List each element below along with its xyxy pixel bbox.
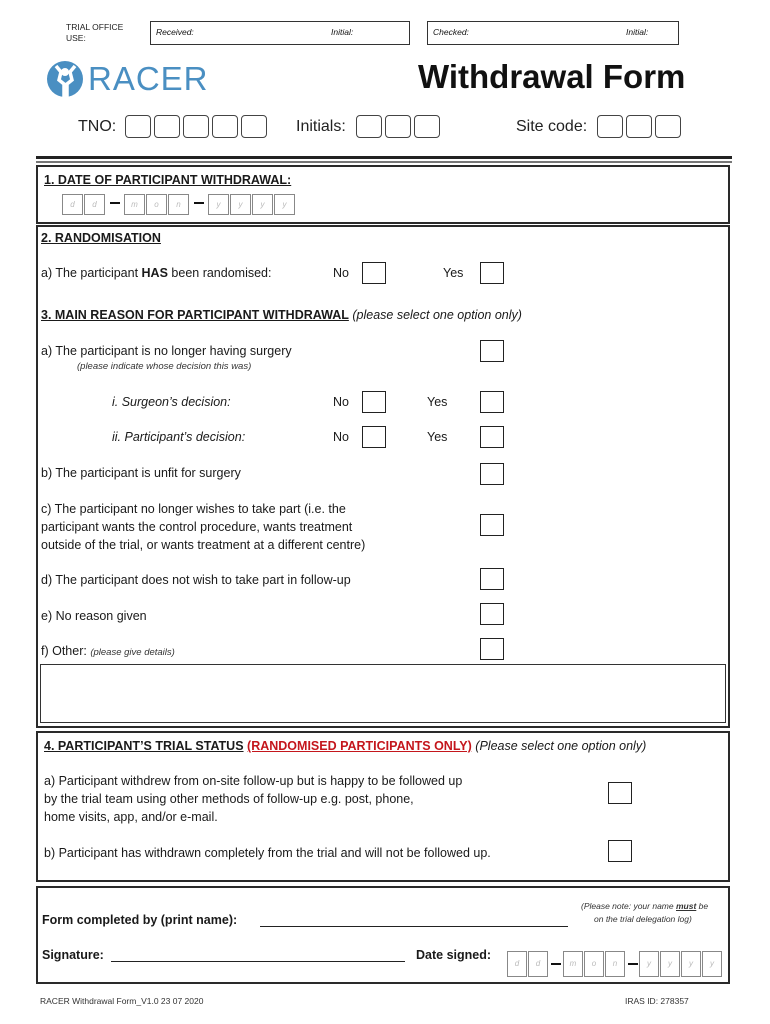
section-2-heading: 2. RANDOMISATION bbox=[41, 231, 161, 245]
surgeon-yes-label: Yes bbox=[427, 395, 448, 409]
randomised-no-label: No bbox=[333, 266, 349, 280]
top-divider bbox=[36, 161, 732, 163]
received-label: Received: bbox=[156, 27, 194, 37]
participant-decision-label: ii. Participant’s decision: bbox=[112, 430, 246, 444]
checked-label: Checked: bbox=[433, 27, 469, 37]
reason-e-checkbox[interactable] bbox=[480, 603, 504, 625]
reason-e-label: e) No reason given bbox=[41, 609, 147, 623]
date-box-day[interactable]: d bbox=[528, 951, 548, 977]
initial-label-1: Initial: bbox=[331, 27, 354, 37]
date-box-year[interactable]: y bbox=[639, 951, 659, 977]
randomised-yes-label: Yes bbox=[443, 266, 464, 280]
logo-text: RACER bbox=[88, 60, 209, 97]
surgeon-yes-checkbox[interactable] bbox=[480, 391, 504, 413]
surgeon-decision-label: i. Surgeon’s decision: bbox=[112, 395, 231, 409]
date-box-month[interactable]: m bbox=[563, 951, 583, 977]
date-box-month[interactable]: o bbox=[146, 194, 167, 215]
date-box-month[interactable]: m bbox=[124, 194, 145, 215]
date-box-year[interactable]: y bbox=[681, 951, 701, 977]
participant-no-checkbox[interactable] bbox=[362, 426, 386, 448]
date-box-day[interactable]: d bbox=[84, 194, 105, 215]
tno-label: TNO: bbox=[78, 118, 117, 135]
tno-box[interactable] bbox=[183, 115, 209, 138]
reason-a-checkbox[interactable] bbox=[480, 340, 504, 362]
section-3-heading: 3. MAIN REASON FOR PARTICIPANT WITHDRAWAL (please select one option only) bbox=[41, 308, 522, 322]
office-checked-box[interactable] bbox=[427, 21, 679, 45]
date-box-year[interactable]: y bbox=[702, 951, 722, 977]
date-separator bbox=[628, 963, 638, 965]
signature-input[interactable] bbox=[111, 958, 405, 962]
initials-box[interactable] bbox=[414, 115, 440, 138]
signature-label: Signature: bbox=[42, 948, 104, 962]
office-received-box[interactable] bbox=[150, 21, 410, 45]
reason-b-label: b) The participant is unfit for surgery bbox=[41, 466, 241, 480]
completed-by-input[interactable] bbox=[260, 923, 568, 927]
reason-b-checkbox[interactable] bbox=[480, 463, 504, 485]
date-box-year[interactable]: y bbox=[274, 194, 295, 215]
racer-logo-icon bbox=[44, 58, 88, 100]
site-code-box[interactable] bbox=[597, 115, 623, 138]
status-a-line-1: a) Participant withdrew from on-site follow-up but is happy to be followed up bbox=[44, 774, 463, 788]
date-separator bbox=[110, 202, 120, 204]
date-box-month[interactable]: n bbox=[605, 951, 625, 977]
delegation-log-note-2: on the trial delegation log) bbox=[594, 914, 692, 924]
date-box-month[interactable]: o bbox=[584, 951, 604, 977]
randomised-yes-checkbox[interactable] bbox=[480, 262, 504, 284]
reason-a-label: a) The participant is no longer having surgery bbox=[41, 344, 292, 358]
reason-a-note: (please indicate whose decision this was) bbox=[77, 361, 252, 372]
reason-c-line-3: outside of the trial, or wants treatment at a different centre) bbox=[41, 538, 366, 552]
date-box-year[interactable]: y bbox=[208, 194, 229, 215]
tno-box[interactable] bbox=[154, 115, 180, 138]
reason-f-label: f) Other: (please give details) bbox=[41, 644, 175, 658]
tno-box[interactable] bbox=[125, 115, 151, 138]
status-b-label: b) Participant has withdrawn completely from the trial and will not be followed up. bbox=[44, 846, 491, 860]
delegation-log-note: (Please note: your name must be bbox=[581, 901, 709, 911]
section-4-heading: 4. PARTICIPANT’S TRIAL STATUS (RANDOMISED PARTICIPANTS ONLY) (Please select one option only) bbox=[44, 739, 647, 753]
date-separator bbox=[551, 963, 561, 965]
status-a-checkbox[interactable] bbox=[608, 782, 632, 804]
section-1-heading: 1. DATE OF PARTICIPANT WITHDRAWAL: bbox=[44, 173, 292, 187]
completed-by-label: Form completed by (print name): bbox=[42, 913, 238, 927]
status-a-line-2: by the trial team using other methods of follow-up e.g. post, phone, bbox=[44, 792, 414, 806]
tno-box[interactable] bbox=[241, 115, 267, 138]
page-title: Withdrawal Form bbox=[418, 58, 686, 95]
footer-version: RACER Withdrawal Form_V1.0 23 07 2020 bbox=[40, 996, 204, 1006]
participant-yes-checkbox[interactable] bbox=[480, 426, 504, 448]
site-code-label: Site code: bbox=[516, 118, 588, 135]
office-use-label: TRIAL OFFICE USE: bbox=[66, 22, 124, 43]
date-signed-label: Date signed: bbox=[416, 948, 492, 962]
reason-c-line-1: c) The participant no longer wishes to take part (i.e. the bbox=[41, 502, 346, 516]
status-b-checkbox[interactable] bbox=[608, 840, 632, 862]
status-a-line-3: home visits, app, and/or e-mail. bbox=[44, 810, 218, 824]
initials-label: Initials: bbox=[296, 118, 346, 135]
reason-d-label: d) The participant does not wish to take part in follow-up bbox=[41, 573, 351, 587]
surgeon-no-checkbox[interactable] bbox=[362, 391, 386, 413]
randomised-no-checkbox[interactable] bbox=[362, 262, 386, 284]
date-box-year[interactable]: y bbox=[660, 951, 680, 977]
date-box-year[interactable]: y bbox=[252, 194, 273, 215]
other-details-textarea[interactable] bbox=[40, 664, 726, 723]
date-box-month[interactable]: n bbox=[168, 194, 189, 215]
reason-c-checkbox[interactable] bbox=[480, 514, 504, 536]
participant-yes-label: Yes bbox=[427, 430, 448, 444]
reason-c-line-2: participant wants the control procedure, wants treatment bbox=[41, 520, 353, 534]
initials-box[interactable] bbox=[385, 115, 411, 138]
date-box-day[interactable]: d bbox=[507, 951, 527, 977]
site-code-box[interactable] bbox=[626, 115, 652, 138]
date-separator bbox=[194, 202, 204, 204]
participant-no-label: No bbox=[333, 430, 349, 444]
tno-box[interactable] bbox=[212, 115, 238, 138]
surgeon-no-label: No bbox=[333, 395, 349, 409]
reason-f-checkbox[interactable] bbox=[480, 638, 504, 660]
footer-iras-id: IRAS ID: 278357 bbox=[625, 996, 689, 1006]
site-code-box[interactable] bbox=[655, 115, 681, 138]
date-box-day[interactable]: d bbox=[62, 194, 83, 215]
top-divider bbox=[36, 156, 732, 159]
reason-d-checkbox[interactable] bbox=[480, 568, 504, 590]
initials-box[interactable] bbox=[356, 115, 382, 138]
randomised-question: a) The participant HAS been randomised: bbox=[41, 266, 272, 280]
initial-label-2: Initial: bbox=[626, 27, 649, 37]
date-box-year[interactable]: y bbox=[230, 194, 251, 215]
